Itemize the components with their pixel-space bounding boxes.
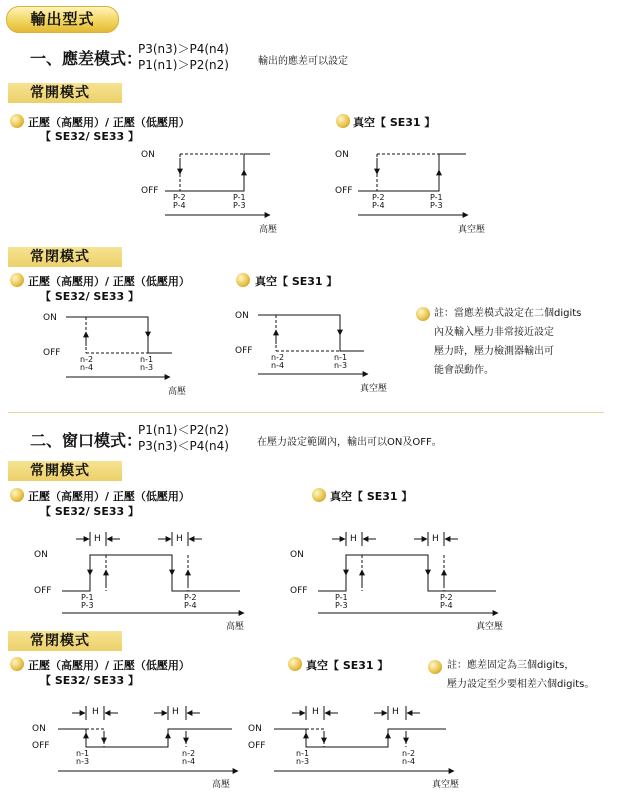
band-normally-closed-2: 常閉模式 bbox=[8, 631, 122, 651]
point-label-n4: n-4 bbox=[271, 361, 285, 370]
output-waveform bbox=[165, 154, 270, 191]
on-label: ON bbox=[141, 150, 155, 160]
off-label: OFF bbox=[235, 346, 253, 356]
hysteresis-cond-1: P3(n3)＞P4(n4) bbox=[138, 42, 229, 56]
point-label-n3: n-3 bbox=[296, 757, 310, 766]
point-label-p1: P-1 bbox=[335, 593, 348, 602]
off-label: OFF bbox=[290, 586, 308, 596]
point-label-n3: n-3 bbox=[76, 757, 90, 766]
hysteresis-h-label: H bbox=[92, 707, 99, 717]
output-waveform bbox=[358, 154, 466, 191]
positive-pressure-label: 正壓（高壓用）/ 正壓（低壓用） bbox=[28, 275, 190, 288]
off-label: OFF bbox=[34, 586, 52, 596]
remark-1-line: 壓力時，壓力檢測器輸出可 bbox=[434, 346, 554, 357]
point-label-n1: n-1 bbox=[334, 353, 348, 362]
point-label-p4: P-4 bbox=[372, 201, 385, 210]
remark-2-line: 註：應差固定為三個digits， bbox=[447, 660, 575, 671]
remark-1-line: 能會誤動作。 bbox=[434, 365, 494, 376]
hysteresis-mode-heading: 一、應差模式： bbox=[30, 49, 143, 68]
hysteresis-h-label: H bbox=[432, 534, 439, 544]
axis-label-high-pressure: 高壓 bbox=[168, 387, 187, 397]
point-label-p3: P-3 bbox=[81, 601, 94, 610]
point-label-n2: n-2 bbox=[402, 749, 416, 758]
axis-label-high-pressure: 高壓 bbox=[212, 780, 231, 790]
band-normally-open-1: 常開模式 bbox=[8, 83, 122, 103]
point-label-p4: P-4 bbox=[184, 601, 197, 610]
on-label: ON bbox=[335, 150, 349, 160]
point-label-p2: P-2 bbox=[173, 193, 186, 202]
page-title: 輸出型式 bbox=[6, 6, 119, 33]
axis-label-vacuum-pressure: 真空壓 bbox=[476, 622, 504, 632]
hysteresis-cond-2: P1(n1)＞P2(n2) bbox=[138, 58, 229, 72]
output-waveform bbox=[258, 315, 364, 351]
point-label-n2: n-2 bbox=[271, 353, 285, 362]
positive-models-label: 【 SE32/ SE33 】 bbox=[40, 505, 139, 518]
output-waveform bbox=[274, 729, 446, 747]
vacuum-label: 真空【 SE31 】 bbox=[330, 490, 413, 503]
window-cond-1: P1(n1)＜P2(n2) bbox=[138, 423, 229, 437]
axis-label-vacuum-pressure: 真空壓 bbox=[432, 780, 460, 790]
point-label-p3: P-3 bbox=[335, 601, 348, 610]
hysteresis-h-label: H bbox=[94, 534, 101, 544]
positive-models-label: 【 SE32/ SE33 】 bbox=[40, 674, 139, 687]
point-label-n3: n-3 bbox=[334, 361, 348, 370]
window-note: 在壓力設定範圍內，輸出可以ON及OFF。 bbox=[257, 437, 442, 448]
hysteresis-dashed bbox=[306, 729, 324, 747]
off-label: OFF bbox=[335, 186, 353, 196]
point-label-n1: n-1 bbox=[296, 749, 310, 758]
on-label: ON bbox=[235, 311, 249, 321]
positive-models-label: 【 SE32/ SE33 】 bbox=[40, 130, 139, 143]
remark-1-line: 註：當應差模式設定在二個digits bbox=[434, 308, 582, 319]
point-label-n4: n-4 bbox=[402, 757, 416, 766]
point-label-n1: n-1 bbox=[76, 749, 90, 758]
hysteresis-h-label: H bbox=[172, 707, 179, 717]
point-label-p3: P-3 bbox=[233, 201, 246, 210]
point-label-p4: P-4 bbox=[173, 201, 186, 210]
point-label-n4: n-4 bbox=[182, 757, 196, 766]
positive-models-label: 【 SE32/ SE33 】 bbox=[40, 290, 139, 303]
point-label-p4: P-4 bbox=[440, 601, 453, 610]
window-mode-heading: 二、窗口模式： bbox=[30, 431, 143, 450]
off-label: OFF bbox=[248, 741, 266, 751]
positive-pressure-label: 正壓（高壓用）/ 正壓（低壓用） bbox=[28, 659, 190, 672]
band-normally-open-2: 常開模式 bbox=[8, 461, 122, 481]
hysteresis-h-label: H bbox=[392, 707, 399, 717]
positive-pressure-label: 正壓（高壓用）/ 正壓（低壓用） bbox=[28, 490, 190, 503]
point-label-p2: P-2 bbox=[184, 593, 197, 602]
point-label-n1: n-1 bbox=[140, 355, 154, 364]
positive-pressure-label: 正壓（高壓用）/ 正壓（低壓用） bbox=[28, 116, 190, 129]
point-label-p2: P-2 bbox=[440, 593, 453, 602]
point-label-p1: P-1 bbox=[81, 593, 94, 602]
hysteresis-dashed bbox=[388, 729, 406, 747]
point-label-p1: P-1 bbox=[430, 193, 443, 202]
hysteresis-h-label: H bbox=[350, 534, 357, 544]
off-label: OFF bbox=[141, 186, 159, 196]
on-label: ON bbox=[34, 550, 48, 560]
vacuum-label: 真空【 SE31 】 bbox=[353, 116, 436, 129]
off-label: OFF bbox=[43, 348, 61, 358]
point-label-p1: P-1 bbox=[233, 193, 246, 202]
hysteresis-note: 輸出的應差可以設定 bbox=[258, 56, 348, 67]
on-label: ON bbox=[290, 550, 304, 560]
on-label: ON bbox=[32, 724, 46, 734]
remark-1-line: 內及輸入壓力非常接近設定 bbox=[434, 327, 554, 338]
hysteresis-dashed bbox=[86, 729, 104, 747]
output-waveform bbox=[318, 555, 496, 591]
axis-label-high-pressure: 高壓 bbox=[259, 225, 278, 235]
point-label-n2: n-2 bbox=[80, 355, 94, 364]
vacuum-label: 真空【 SE31 】 bbox=[306, 659, 389, 672]
on-label: ON bbox=[43, 313, 57, 323]
point-label-p2: P-2 bbox=[372, 193, 385, 202]
band-normally-closed-1: 常閉模式 bbox=[8, 247, 122, 267]
hysteresis-h-label: H bbox=[312, 707, 319, 717]
on-label: ON bbox=[248, 724, 262, 734]
axis-label-vacuum-pressure: 真空壓 bbox=[360, 384, 388, 394]
vacuum-label: 真空【 SE31 】 bbox=[255, 275, 338, 288]
axis-label-vacuum-pressure: 真空壓 bbox=[458, 225, 486, 235]
point-label-n3: n-3 bbox=[140, 363, 154, 372]
output-waveform bbox=[66, 317, 172, 353]
output-waveform bbox=[62, 555, 240, 591]
remark-2-line: 壓力設定至少要相差六個digits。 bbox=[447, 679, 595, 690]
off-label: OFF bbox=[32, 741, 50, 751]
axis-label-high-pressure: 高壓 bbox=[226, 622, 245, 632]
window-cond-2: P3(n3)＜P4(n4) bbox=[138, 439, 229, 453]
hysteresis-dashed bbox=[168, 729, 186, 747]
point-label-n4: n-4 bbox=[80, 363, 94, 372]
point-label-p3: P-3 bbox=[430, 201, 443, 210]
point-label-n2: n-2 bbox=[182, 749, 196, 758]
output-waveform bbox=[58, 729, 232, 747]
hysteresis-h-label: H bbox=[176, 534, 183, 544]
